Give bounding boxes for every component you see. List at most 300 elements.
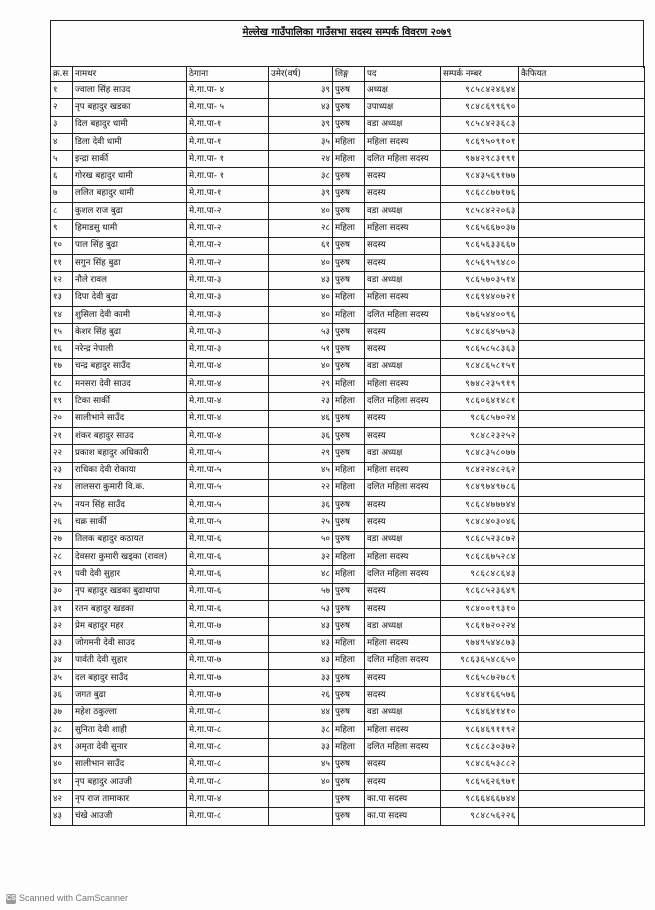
table-row — [51, 410, 645, 427]
table-row — [51, 324, 645, 341]
cell-age: ४३ — [269, 272, 333, 289]
cell-address: मे.गा.पा- १ — [187, 168, 269, 185]
cell-contact: ९८५६९५९४८० — [441, 254, 519, 271]
cell-gender: पुरुष — [333, 583, 365, 600]
table-row — [51, 306, 645, 323]
col-header-position: पद — [365, 67, 441, 82]
cell-name: शंकर बहादुर साउद — [73, 427, 187, 444]
cell-name: दिपा देवी बुढा — [73, 289, 187, 306]
cell-contact: ९८४४१६६५७६ — [441, 687, 519, 704]
cell-age: ४० — [269, 358, 333, 375]
table-row — [51, 133, 645, 150]
cell-gender: महिला — [333, 289, 365, 306]
cell-position: सदस्य — [365, 185, 441, 202]
cell-address: मे.गा.पा-७ — [187, 687, 269, 704]
table-row — [51, 272, 645, 289]
cell-contact: ९८६९४४०७२१ — [441, 289, 519, 306]
cell-address: मे.गा.पा-३ — [187, 324, 269, 341]
cell-gender: पुरुष — [333, 670, 365, 687]
cell-sn: ४ — [51, 133, 73, 150]
cell-name: पार्वती देवी सुहार — [73, 652, 187, 669]
cell-gender: पुरुष — [333, 497, 365, 514]
cell-name: लालसरा कुमारी वि.क. — [73, 479, 187, 496]
cell-sn: २१ — [51, 427, 73, 444]
cell-remarks — [519, 739, 645, 756]
cell-gender: महिला — [333, 652, 365, 669]
cell-position: दलित महिला सदस्य — [365, 739, 441, 756]
cell-position: सदस्य — [365, 324, 441, 341]
cell-remarks — [519, 254, 645, 271]
cell-sn: २९ — [51, 566, 73, 583]
table-row — [51, 116, 645, 133]
cell-position: सदस्य — [365, 756, 441, 773]
table-row — [51, 254, 645, 271]
table-row — [51, 618, 645, 635]
cell-gender: महिला — [333, 549, 365, 566]
table-row — [51, 220, 645, 237]
cell-gender: पुरुष — [333, 168, 365, 185]
cell-contact: ९८६४६४१४१० — [441, 704, 519, 721]
table-row — [51, 566, 645, 583]
cell-contact: ९८५८४२४६४४ — [441, 82, 519, 99]
cell-address: मे.गा.पा-८ — [187, 808, 269, 825]
cell-gender: पुरुष — [333, 687, 365, 704]
table-row — [51, 514, 645, 531]
cell-remarks — [519, 306, 645, 323]
cell-age: ३८ — [269, 721, 333, 738]
cell-name: नौले रावल — [73, 272, 187, 289]
cell-position: महिला सदस्य — [365, 635, 441, 652]
cell-name: सालीभान साउँद — [73, 756, 187, 773]
cell-sn: ३५ — [51, 670, 73, 687]
cell-sn: ३३ — [51, 635, 73, 652]
cell-sn: ८ — [51, 203, 73, 220]
cell-contact: ९८४८२३२५२ — [441, 427, 519, 444]
cell-remarks — [519, 583, 645, 600]
cell-gender: महिला — [333, 393, 365, 410]
cell-gender: पुरुष — [333, 185, 365, 202]
cell-sn: ३० — [51, 583, 73, 600]
cell-name: अमृता देवी सुनार — [73, 739, 187, 756]
cell-address: मे.गा.पा-२ — [187, 220, 269, 237]
cell-contact: ९८६८५२३८७२ — [441, 531, 519, 548]
cell-sn: ३१ — [51, 600, 73, 617]
cell-name: पवी देवी सुहार — [73, 566, 187, 583]
cell-sn: ५ — [51, 151, 73, 168]
cell-age: ४५ — [269, 756, 333, 773]
cell-address: मे.गा.पा-८ — [187, 704, 269, 721]
cell-remarks — [519, 687, 645, 704]
table-row — [51, 773, 645, 790]
cell-remarks — [519, 151, 645, 168]
cell-remarks — [519, 566, 645, 583]
cell-name: जोगमनी देवी साउद — [73, 635, 187, 652]
cell-remarks — [519, 808, 645, 825]
cell-name: चक्र सार्की — [73, 514, 187, 531]
cell-age: ३६ — [269, 497, 333, 514]
cell-remarks — [519, 462, 645, 479]
cell-position: दलित महिला सदस्य — [365, 151, 441, 168]
col-header-sn: क्र.स — [51, 67, 73, 82]
cell-position: दलित महिला सदस्य — [365, 566, 441, 583]
table-row — [51, 635, 645, 652]
cell-name: ज्वाला सिंह साउद — [73, 82, 187, 99]
cell-gender: पुरुष — [333, 254, 365, 271]
col-header-gender: लिङ्ग — [333, 67, 365, 82]
cell-contact: ९८४००१९३१० — [441, 600, 519, 617]
cell-name: नयन सिंह साउँद — [73, 497, 187, 514]
cell-address: मे.गा.पा-२ — [187, 237, 269, 254]
cell-address: मे.गा.पा-४ — [187, 358, 269, 375]
cell-remarks — [519, 721, 645, 738]
cell-sn: २८ — [51, 549, 73, 566]
cell-age: ३९ — [269, 116, 333, 133]
cell-remarks — [519, 704, 645, 721]
cell-contact: ९८४२२४८२६२ — [441, 462, 519, 479]
cell-contact: ९८६८८३०३७२ — [441, 739, 519, 756]
table-row — [51, 358, 645, 375]
table-row — [51, 168, 645, 185]
cell-sn: ४० — [51, 756, 73, 773]
cell-sn: २० — [51, 410, 73, 427]
cell-address: मे.गा.पा-६ — [187, 600, 269, 617]
cell-sn: ३९ — [51, 739, 73, 756]
cell-name: चंखे आउजी — [73, 808, 187, 825]
cell-remarks — [519, 116, 645, 133]
cell-gender: पुरुष — [333, 99, 365, 116]
table-row — [51, 583, 645, 600]
cell-name: ललित बहादुर धामी — [73, 185, 187, 202]
cell-remarks — [519, 600, 645, 617]
table-row — [51, 376, 645, 393]
cell-gender: पुरुष — [333, 600, 365, 617]
cell-age: ४० — [269, 203, 333, 220]
cell-remarks — [519, 220, 645, 237]
cell-gender: महिला — [333, 635, 365, 652]
cell-contact: ९८६३६५४८६५० — [441, 652, 519, 669]
cell-name: इन्द्रा सार्की — [73, 151, 187, 168]
cell-sn: १२ — [51, 272, 73, 289]
cell-age: ३९ — [269, 185, 333, 202]
cell-contact: ९८४८६९९६९० — [441, 99, 519, 116]
cell-address: मे.गा.पा-५ — [187, 479, 269, 496]
cell-name: राधिका देवी रोकाया — [73, 462, 187, 479]
cell-contact: ९८६६४६६७४४ — [441, 791, 519, 808]
cell-name: महेश ठकुल्ला — [73, 704, 187, 721]
cell-age: ५३ — [269, 600, 333, 617]
cell-gender: पुरुष — [333, 272, 365, 289]
cell-contact: ९८४८४०३०४६ — [441, 514, 519, 531]
cell-age: २५ — [269, 514, 333, 531]
cell-contact: ९८६५७०३५१४ — [441, 272, 519, 289]
col-header-age: उमेर(वर्ष) — [269, 67, 333, 82]
cell-age: ५१ — [269, 341, 333, 358]
cell-address: मे.गा.पा-५ — [187, 514, 269, 531]
cell-contact: ९८४८५६२२६ — [441, 808, 519, 825]
cell-sn: १९ — [51, 393, 73, 410]
cell-sn: ४३ — [51, 808, 73, 825]
cell-name: दिल बहादुर धामी — [73, 116, 187, 133]
cell-address: मे.गा.पा-५ — [187, 445, 269, 462]
cell-position: वडा अध्यक्ष — [365, 618, 441, 635]
scanner-watermark — [6, 893, 128, 904]
cell-gender: महिला — [333, 376, 365, 393]
cell-position: वडा अध्यक्ष — [365, 116, 441, 133]
cell-contact: ९७४२९८३१९१ — [441, 151, 519, 168]
col-header-name: नामथर — [73, 67, 187, 82]
cell-address: मे.गा.पा-६ — [187, 549, 269, 566]
cell-remarks — [519, 324, 645, 341]
cell-age: ३५ — [269, 133, 333, 150]
cell-position: अध्यक्ष — [365, 82, 441, 99]
cell-sn: १८ — [51, 376, 73, 393]
cell-name: पाल सिंह बुढा — [73, 237, 187, 254]
cell-address: मे.गा.पा-७ — [187, 652, 269, 669]
cell-address: मे.गा.पा- ५ — [187, 99, 269, 116]
cell-age: ४३ — [269, 618, 333, 635]
table-row — [51, 445, 645, 462]
cell-remarks — [519, 670, 645, 687]
col-header-remarks: कैफियत — [519, 67, 645, 82]
cell-sn: १० — [51, 237, 73, 254]
table-row — [51, 670, 645, 687]
table-row — [51, 462, 645, 479]
cell-remarks — [519, 427, 645, 444]
cell-remarks — [519, 393, 645, 410]
cell-position: सदस्य — [365, 427, 441, 444]
cell-contact: ९८६८८७७१७६ — [441, 185, 519, 202]
cell-gender: पुरुष — [333, 410, 365, 427]
cell-remarks — [519, 549, 645, 566]
cell-name: मनसरा देवी साउद — [73, 376, 187, 393]
cell-position: वडा अध्यक्ष — [365, 704, 441, 721]
cell-address: मे.गा.पा-७ — [187, 635, 269, 652]
cell-address: मे.गा.पा-४ — [187, 427, 269, 444]
table-row — [51, 808, 645, 825]
cell-age: ४४ — [269, 704, 333, 721]
cell-gender: महिला — [333, 739, 365, 756]
cell-address: मे.गा.पा-७ — [187, 618, 269, 635]
cell-position: सदस्य — [365, 583, 441, 600]
cell-age: ३६ — [269, 427, 333, 444]
cell-address: मे.गा.पा-२ — [187, 254, 269, 271]
cell-age: ५७ — [269, 583, 333, 600]
cell-position: सदस्य — [365, 600, 441, 617]
cell-age: ४३ — [269, 99, 333, 116]
cell-age: ३३ — [269, 670, 333, 687]
cell-position: वडा अध्यक्ष — [365, 272, 441, 289]
cell-position: दलित महिला सदस्य — [365, 479, 441, 496]
cell-contact: ९८६५६६७०३७ — [441, 220, 519, 237]
cell-remarks — [519, 635, 645, 652]
table-row — [51, 652, 645, 669]
table-row — [51, 393, 645, 410]
cell-contact: ९८४८३५८०७७ — [441, 445, 519, 462]
cell-name: चन्द्र बहादुर साउँद — [73, 358, 187, 375]
cell-gender: महिला — [333, 462, 365, 479]
cell-name: जगत बुढा — [73, 687, 187, 704]
table-row — [51, 341, 645, 358]
cell-name: डिला देवी धामी — [73, 133, 187, 150]
cell-remarks — [519, 479, 645, 496]
cell-remarks — [519, 168, 645, 185]
cell-age: ३९ — [269, 82, 333, 99]
cell-age: ३८ — [269, 168, 333, 185]
cell-address: मे.गा.पा-६ — [187, 566, 269, 583]
cell-contact: ९८६८५७०२४ — [441, 410, 519, 427]
cell-age: ४० — [269, 254, 333, 271]
cell-gender: महिला — [333, 566, 365, 583]
cell-contact: ९८६०६४१४८१ — [441, 393, 519, 410]
cell-position: सदस्य — [365, 497, 441, 514]
table-row — [51, 185, 645, 202]
cell-age: ३३ — [269, 739, 333, 756]
table-row — [51, 99, 645, 116]
cell-name: नृप बहादुर खडका बुढाथापा — [73, 583, 187, 600]
cell-name: रतन बहादुर खडका — [73, 600, 187, 617]
table-row — [51, 721, 645, 738]
cell-contact: ९८४८६५३८८२ — [441, 756, 519, 773]
cell-sn: २५ — [51, 497, 73, 514]
cell-remarks — [519, 376, 645, 393]
cell-contact: ९८६५८७२७८९ — [441, 670, 519, 687]
cell-sn: २७ — [51, 531, 73, 548]
camscanner-icon: CS — [6, 895, 16, 902]
cell-age: ५३ — [269, 324, 333, 341]
cell-address: मे.गा.पा-१ — [187, 133, 269, 150]
cell-position: महिला सदस्य — [365, 133, 441, 150]
cell-contact: ९८६८४७७७४४ — [441, 497, 519, 514]
cell-remarks — [519, 289, 645, 306]
cell-name: दल बहादुर साउँद — [73, 670, 187, 687]
table-row — [51, 531, 645, 548]
cell-address: मे.गा.पा-४ — [187, 410, 269, 427]
table-body — [51, 82, 645, 826]
cell-contact: ९८६५६३३६६७ — [441, 237, 519, 254]
table-row — [51, 497, 645, 514]
cell-contact: ९७४९५४४८७३ — [441, 635, 519, 652]
cell-position: उपाध्यक्ष — [365, 99, 441, 116]
cell-position: सदस्य — [365, 514, 441, 531]
cell-sn: ११ — [51, 254, 73, 271]
cell-age: ५० — [269, 531, 333, 548]
cell-age: २९ — [269, 445, 333, 462]
cell-age: २२ — [269, 479, 333, 496]
cell-position: का.पा सदस्य — [365, 808, 441, 825]
cell-sn: १७ — [51, 358, 73, 375]
cell-remarks — [519, 203, 645, 220]
cell-contact: ९८६५६२६९७१ — [441, 773, 519, 790]
cell-sn: २६ — [51, 514, 73, 531]
cell-address: मे.गा.पा-८ — [187, 756, 269, 773]
cell-position: सदस्य — [365, 687, 441, 704]
cell-sn: ३८ — [51, 721, 73, 738]
cell-address: मे.गा.पा-६ — [187, 583, 269, 600]
cell-age: ४० — [269, 289, 333, 306]
cell-name: टिका सार्की — [73, 393, 187, 410]
cell-address: मे.गा.पा-८ — [187, 721, 269, 738]
cell-remarks — [519, 82, 645, 99]
table-row — [51, 151, 645, 168]
document-title: मेल्लेख गाउँपालिका गाउँसभा सदस्य सम्पर्क विवरण २०७९ — [242, 27, 452, 38]
table-row — [51, 600, 645, 617]
table-header-row — [51, 67, 645, 82]
cell-position: सदस्य — [365, 341, 441, 358]
cell-sn: ३४ — [51, 652, 73, 669]
cell-name: प्रेम बहादुर महर — [73, 618, 187, 635]
cell-position: महिला सदस्य — [365, 376, 441, 393]
cell-name: गोरख बहादुर धामी — [73, 168, 187, 185]
cell-contact: ९८६८६७५२८४ — [441, 549, 519, 566]
cell-position: वडा अध्यक्ष — [365, 203, 441, 220]
cell-gender: महिला — [333, 721, 365, 738]
cell-contact: ९८४९७४९७८६ — [441, 479, 519, 496]
cell-sn: ३६ — [51, 687, 73, 704]
cell-sn: १४ — [51, 306, 73, 323]
cell-address: मे.गा.पा-१ — [187, 185, 269, 202]
cell-name: सुनिता देवी शाही — [73, 721, 187, 738]
cell-gender: पुरुष — [333, 531, 365, 548]
cell-sn: ४१ — [51, 773, 73, 790]
cell-contact: ९८६८५२३६४९ — [441, 583, 519, 600]
cell-address: मे.गा.पा-५ — [187, 462, 269, 479]
cell-name: सगुन सिंह बुढा — [73, 254, 187, 271]
cell-sn: ७ — [51, 185, 73, 202]
table-row — [51, 791, 645, 808]
member-table — [50, 66, 645, 826]
cell-position: महिला सदस्य — [365, 549, 441, 566]
cell-age: ६१ — [269, 237, 333, 254]
cell-contact: ९८६९५०९१०१ — [441, 133, 519, 150]
cell-sn: ३ — [51, 116, 73, 133]
cell-contact: ९७६५४४००९६ — [441, 306, 519, 323]
cell-age: ४६ — [269, 410, 333, 427]
cell-position: सदस्य — [365, 773, 441, 790]
cell-gender: पुरुष — [333, 618, 365, 635]
cell-remarks — [519, 514, 645, 531]
cell-sn: २२ — [51, 445, 73, 462]
cell-sn: १ — [51, 82, 73, 99]
cell-remarks — [519, 185, 645, 202]
cell-remarks — [519, 237, 645, 254]
cell-name: नरेन्द्र नेपाली — [73, 341, 187, 358]
cell-age: ४० — [269, 306, 333, 323]
cell-address: मे.गा.पा-३ — [187, 341, 269, 358]
cell-sn: १३ — [51, 289, 73, 306]
cell-address: मे.गा.पा-७ — [187, 670, 269, 687]
cell-position: महिला सदस्य — [365, 462, 441, 479]
cell-name: हिमाडसु धामी — [73, 220, 187, 237]
cell-address: मे.गा.पा-४ — [187, 376, 269, 393]
table-row — [51, 82, 645, 99]
cell-position: दलित महिला सदस्य — [365, 393, 441, 410]
cell-contact: ९८४८६५८१५१ — [441, 358, 519, 375]
cell-contact: ९८४८६४५७५३ — [441, 324, 519, 341]
cell-age: ४० — [269, 773, 333, 790]
cell-sn: २४ — [51, 479, 73, 496]
cell-gender: पुरुष — [333, 358, 365, 375]
cell-position: दलित महिला सदस्य — [365, 652, 441, 669]
cell-gender: पुरुष — [333, 237, 365, 254]
cell-address: मे.गा.पा-५ — [187, 497, 269, 514]
cell-name: शुसिला देवी कामी — [73, 306, 187, 323]
cell-gender: पुरुष — [333, 808, 365, 825]
col-header-contact: सम्पर्क नम्बर — [441, 67, 519, 82]
cell-contact: ९८६५८५८३६३ — [441, 341, 519, 358]
cell-sn: २३ — [51, 462, 73, 479]
cell-gender: महिला — [333, 151, 365, 168]
cell-address: मे.गा.पा-८ — [187, 739, 269, 756]
